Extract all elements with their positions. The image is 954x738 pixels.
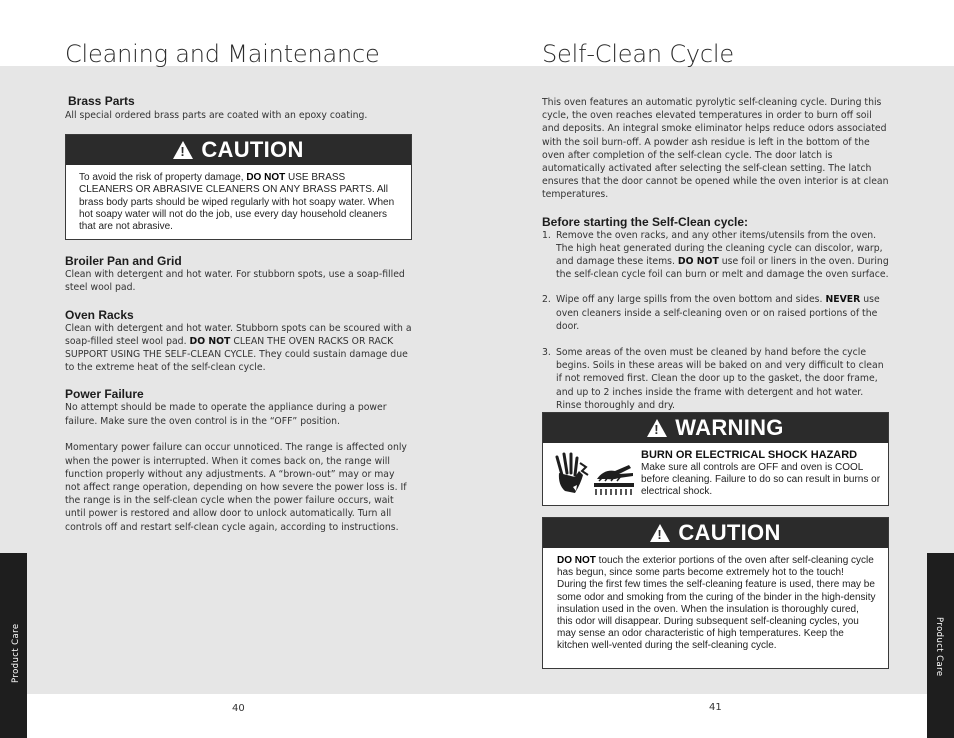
left-caution-header <box>66 135 411 165</box>
oven-racks-heading: Oven Racks <box>65 307 134 322</box>
step-1 <box>542 229 889 282</box>
warning-content <box>641 449 886 499</box>
left-column <box>65 94 412 534</box>
step-2-number: 2. <box>542 294 551 306</box>
warning-triangle-icon <box>647 419 667 437</box>
hand-burn-icon <box>549 449 637 499</box>
oven-racks-text <box>65 322 412 375</box>
right-page-title: Self-Clean Cycle <box>542 40 734 68</box>
step-2-text-before: Wipe off any large spills from the oven bottom and sides. <box>556 294 826 306</box>
warning-box <box>542 412 889 506</box>
left-caution-text-after: USE BRASS CLEANERS OR ABRASIVE CLEANERS ON ANY BRASS PARTS. All brass body parts should be wiped regularly with hot soapy water. When hot soapy water will not do the job, use every day household cleaners that are not abrasive. <box>79 172 395 233</box>
right-side-tab-label: Product Care <box>934 617 944 677</box>
right-caution-label: CAUTION <box>678 520 781 545</box>
left-caution-text <box>66 165 411 233</box>
left-caution-strong: DO NOT <box>246 172 286 184</box>
step-2 <box>542 293 889 333</box>
brass-parts-heading: Brass Parts <box>68 94 135 108</box>
left-side-tab <box>0 553 27 738</box>
before-starting-heading: Before starting the Self-Clean cycle: <box>542 214 749 229</box>
right-caution-box <box>542 517 889 669</box>
warning-label: WARNING <box>675 415 784 440</box>
self-clean-steps <box>542 229 889 412</box>
power-failure-heading: Power Failure <box>65 387 144 402</box>
warning-heading: BURN OR ELECTRICAL SHOCK HAZARD <box>641 449 858 461</box>
right-caution-strong: DO NOT <box>557 555 596 566</box>
left-caution-text-before: To avoid the risk of property damage, <box>79 172 247 184</box>
left-side-tab-label: Product Care <box>11 623 21 683</box>
step-2-strong: NEVER <box>825 294 861 306</box>
left-page-number: 40 <box>232 703 245 714</box>
left-page-title: Cleaning and Maintenance <box>65 40 380 68</box>
oven-racks-text-after: CLEAN THE OVEN RACKS OR RACK SUPPORT USING THE SELF-CLEAN CYCLE. They could sustain damage due to the extreme heat of the self-clean cycle. <box>65 335 408 374</box>
step-2-text-after: use oven cleaners inside a self-cleaning oven or on raised portions of the door. <box>556 294 880 332</box>
oven-racks-strong: DO NOT <box>189 335 231 347</box>
left-caution-label: CAUTION <box>201 137 304 163</box>
power-failure-text-1: No attempt should be made to operate the appliance during a power failure. Make sure the oven control is in the “OFF” position. <box>65 402 387 428</box>
step-1-number: 1. <box>542 229 551 241</box>
brass-parts-text: All special ordered brass parts are coated with an epoxy coating. <box>65 110 368 121</box>
broiler-heading: Broiler Pan and Grid <box>65 254 182 269</box>
right-column <box>542 96 889 412</box>
self-clean-intro: This oven features an automatic pyrolytic self-cleaning cycle. During this cycle, the oven reaches elevated temperatures in order to burn off soil and deposits. An integral smoke eliminator helps reduce odors associated with the soil burn-off. A powder ash residue is left in the bottom of the oven after completion of the self-clean cycle. The door latch is automatically activated after selecting the self-clean setting. The latch ensures that the door cannot be opened while the oven interior is at clean temperatures. <box>542 97 889 201</box>
step-1-text-before: Remove the oven racks, and any other items/utensils from the oven. The high heat generated during the cleaning cycle can discolor, warp, and damage these items. <box>556 229 883 268</box>
right-caution-text-after: touch the exterior portions of the oven after self-cleaning cycle has begun, since some parts become extremely hot to the touch! During the first few times the self-cleaning feature is used, there may be some odor and smoking from the curing of the binder in the high-density insulation used in the oven. When the insulation is thoroughly cured, this odor will disappear. During subsequent self-cleaning cycles, you may sense an odor characteristic of high temperatures. Keep the kitchen well-vented during the self-cleaning cycle. <box>557 555 876 652</box>
hazard-icons <box>549 449 637 499</box>
broiler-text: Clean with detergent and hot water. For stubborn spots, use a soap-filled steel wool pad. <box>65 269 405 294</box>
step-3-text: Some areas of the oven must be cleaned by hand before the cycle begins. Soils in these areas will be baked on and very difficult to clean if not removed first. Clean the door up to the gasket, the door frame, and up to 2 inches inside the frame with detergent and hot water. Rinse thoroughly and dry. <box>556 347 884 411</box>
warning-triangle-icon <box>173 141 193 159</box>
warning-text: Make sure all controls are OFF and oven is COOL before cleaning. Failure to do so can result in burns or electrical shock. <box>641 462 881 498</box>
right-page-number: 41 <box>709 702 722 713</box>
power-failure-text-2: Momentary power failure can occur unnoticed. The range is affected only when the power is interrupted. When it comes back on, the range will function properly without any adjustments. A “brown-out” may or may not affect range operation, depending on how severe the power loss is. If the range is in the self-clean cycle when the power failure occurs, wait until power is restored and allow door to unlock automatically. Turn all controls off and restart self-clean cycle again, according to instructions. <box>65 442 407 533</box>
right-caution-header <box>543 518 888 548</box>
step-3-number: 3. <box>542 347 551 359</box>
left-caution-box <box>65 134 412 240</box>
step-1-strong: DO NOT <box>677 256 719 268</box>
warning-header <box>543 413 888 443</box>
warning-triangle-icon <box>650 524 670 542</box>
right-caution-text <box>543 548 888 653</box>
step-1-text-after: use foil or liners in the oven. During the self-clean cycle foil can burn or melt and damage the oven surface. <box>556 256 889 281</box>
oven-racks-text-before: Clean with detergent and hot water. Stubborn spots can be scoured with a soap-filled steel wool pad. <box>65 322 412 347</box>
right-side-tab <box>927 553 954 738</box>
step-3 <box>542 346 889 412</box>
